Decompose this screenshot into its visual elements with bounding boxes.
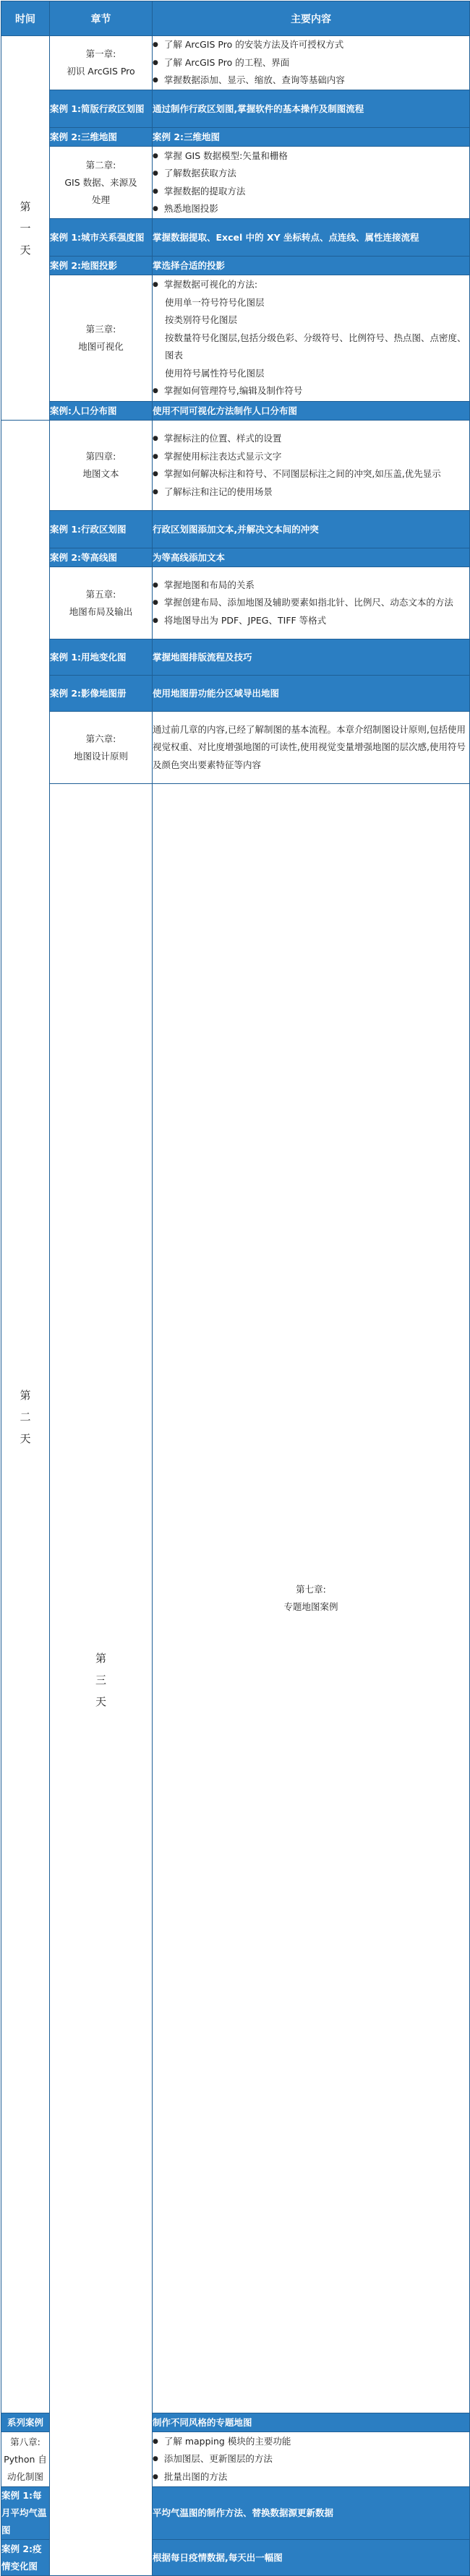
case-content: 案例 2:三维地图: [153, 128, 470, 147]
case-content: 根据每日疫情数据,每天出一幅图: [153, 2540, 470, 2576]
chapter-title: 地图可视化: [78, 341, 124, 352]
case-content: 通过制作行政区划图,掌握软件的基本操作及制图流程: [153, 90, 470, 128]
case-label: 案例 2:疫情变化图: [1, 2540, 50, 2576]
case-content: 使用地图册功能分区域导出地图: [153, 676, 470, 712]
chapter-number: 第五章:: [85, 588, 116, 600]
header-content: 主要内容: [153, 1, 470, 36]
chapter-cell: [50, 567, 153, 639]
chapter-number: 第一章:: [85, 48, 116, 59]
content-bullet: ● 掌握数据可视化的方法:: [153, 276, 469, 294]
case-content: 制作不同风格的专题地图: [153, 2413, 470, 2432]
case-row: [1, 639, 470, 676]
content-cell: [153, 36, 470, 90]
day-char: 天: [20, 1431, 31, 1445]
day-char: 三: [95, 1673, 106, 1687]
case-label: 案例 1:每月平均气温图: [1, 2487, 50, 2540]
content-subitem: 使用单一符号符号化图层: [165, 296, 265, 308]
content-bullet: ● 掌握使用标注表达式显示文字: [153, 448, 469, 466]
case-row: [1, 548, 470, 567]
chapter-title: 处理: [91, 194, 110, 205]
day-2-cell: [1, 421, 50, 2413]
table-row: [1, 275, 470, 402]
content-cell: [153, 147, 470, 219]
content-bullet: ● 添加图层、更新图层的方法: [153, 2450, 469, 2468]
day-3-cell: [50, 784, 153, 2576]
case-content: 掌选择合适的投影: [153, 257, 470, 275]
content-paragraph: 通过前几章的内容,已经了解制图的基本流程。本章介绍制图设计原则,包括使用视觉权重、对比度增强地图的可读性,使用视觉变量增强地图的层次感,使用符号及颜色突出要素特征等内容: [153, 723, 466, 770]
case-row: [1, 257, 470, 275]
day-char: 第: [20, 1388, 31, 1402]
case-content: 为等高线添加文本: [153, 548, 470, 567]
content-bullet: ● 批量出图的方法: [153, 2468, 469, 2486]
case-content: 平均气温图的制作方法、替换数据源更新数据: [153, 2487, 470, 2540]
case-label: 案例 1:行政区划图: [50, 511, 153, 548]
content-cell: [153, 712, 470, 784]
content-bullet: ● 掌握 GIS 数据模型:矢量和栅格: [153, 147, 469, 165]
day-char: 第: [95, 1651, 106, 1665]
content-bullet: ● 掌握如何管理符号,编辑及制作符号: [153, 382, 469, 400]
case-row: [1, 511, 470, 548]
case-label: 案例 2:等高线图: [50, 548, 153, 567]
case-row: [1, 676, 470, 712]
content-bullet: ● 了解 mapping 模块的主要功能: [153, 2433, 469, 2451]
content-bullet: ● 熟悉地图投影: [153, 200, 469, 218]
chapter-title: GIS 数据、来源及: [64, 176, 137, 188]
chapter-title: 地图文本: [82, 468, 119, 479]
table-row: [1, 147, 470, 219]
content-subitem: 按类别符号化图层: [165, 314, 238, 326]
chapter-title: 初识 ArcGIS Pro: [67, 66, 135, 77]
content-subitem: 按数量符号化图层,包括分级色彩、分级符号、比例符号、热点图、点密度、图表: [165, 332, 466, 361]
day-char: 第: [20, 199, 31, 213]
chapter-cell: [1, 2432, 50, 2487]
day-1-cell: [1, 36, 50, 421]
chapter-number: 第八章:: [10, 2436, 40, 2447]
content-bullet: ● 掌握地图和布局的关系: [153, 577, 469, 595]
chapter-number: 第四章:: [85, 451, 116, 462]
content-bullet: ● 了解 ArcGIS Pro 的工程、界面: [153, 54, 469, 72]
case-content: 掌握数据提取、Excel 中的 XY 坐标转点、点连线、属性连接流程: [153, 219, 470, 257]
case-label: 系列案例: [1, 2413, 50, 2432]
content-bullet: ● 了解数据获取方法: [153, 165, 469, 183]
case-row: [1, 219, 470, 257]
chapter-title: 专题地图案例: [283, 1601, 338, 1612]
chapter-cell: [50, 275, 153, 402]
chapter-cell: [153, 784, 470, 2413]
case-row: [1, 90, 470, 128]
table-row: [1, 421, 470, 511]
chapter-title: 地图设计原则: [73, 750, 128, 762]
chapter-title: 地图布局及输出: [69, 606, 133, 617]
content-cell: [153, 2432, 470, 2487]
case-row: [1, 128, 470, 147]
content-cell: [153, 275, 470, 402]
case-content: 使用不同可视化方法制作人口分布图: [153, 402, 470, 421]
course-schedule-table: [1, 1, 470, 2576]
chapter-number: 第六章:: [85, 733, 116, 744]
case-label: 案例 2:影像地图册: [50, 676, 153, 712]
case-label: 案例 2:地图投影: [50, 257, 153, 275]
chapter-number: 第七章:: [296, 1584, 326, 1595]
table-row: [1, 712, 470, 784]
chapter-cell: [50, 36, 153, 90]
content-subitem: 使用符号属性符号化图层: [165, 367, 265, 379]
case-row: [1, 402, 470, 421]
case-label: 案例:人口分布图: [50, 402, 153, 421]
day-char: 天: [95, 1694, 106, 1708]
header-chapter: 章节: [50, 1, 153, 36]
chapter-cell: [50, 712, 153, 784]
content-bullet: ● 掌握数据添加、显示、缩放、查询等基础内容: [153, 72, 469, 90]
case-content: 行政区划图添加文本,并解决文本间的冲突: [153, 511, 470, 548]
case-label: 案例 1:简版行政区划图: [50, 90, 153, 128]
table-row: [1, 567, 470, 639]
header-time: 时间: [1, 1, 50, 36]
table-row: [1, 36, 470, 90]
content-cell: [153, 567, 470, 639]
content-bullet: ● 了解 ArcGIS Pro 的安装方法及许可授权方式: [153, 36, 469, 54]
table-header-row: [1, 1, 470, 36]
day-char: 一: [20, 221, 31, 235]
chapter-cell: [50, 421, 153, 511]
case-label: 案例 1:用地变化图: [50, 639, 153, 676]
chapter-title: Python 自动化制图: [4, 2453, 47, 2482]
content-cell: [153, 421, 470, 511]
table-row: [1, 784, 470, 2413]
content-bullet: ● 掌握创建布局、添加地图及辅助要素如指北针、比例尺、动态文本的方法: [153, 594, 469, 612]
content-bullet: ● 了解标注和注记的使用场景: [153, 483, 469, 501]
case-label: 案例 1:城市关系强度图: [50, 219, 153, 257]
chapter-cell: [50, 147, 153, 219]
day-char: 二: [20, 1410, 31, 1423]
case-content: 掌握地图排版流程及技巧: [153, 639, 470, 676]
content-bullet: ● 掌握数据的提取方法: [153, 183, 469, 201]
chapter-number: 第二章:: [85, 159, 116, 171]
chapter-number: 第三章:: [85, 324, 116, 335]
day-char: 天: [20, 243, 31, 257]
content-bullet: ● 掌握标注的位置、样式的设置: [153, 430, 469, 448]
content-bullet: ● 掌握如何解决标注和符号、不同图层标注之间的冲突,如压盖,优先显示: [153, 465, 469, 483]
case-label: 案例 2:三维地图: [50, 128, 153, 147]
content-bullet: ● 将地图导出为 PDF、JPEG、TIFF 等格式: [153, 612, 469, 630]
